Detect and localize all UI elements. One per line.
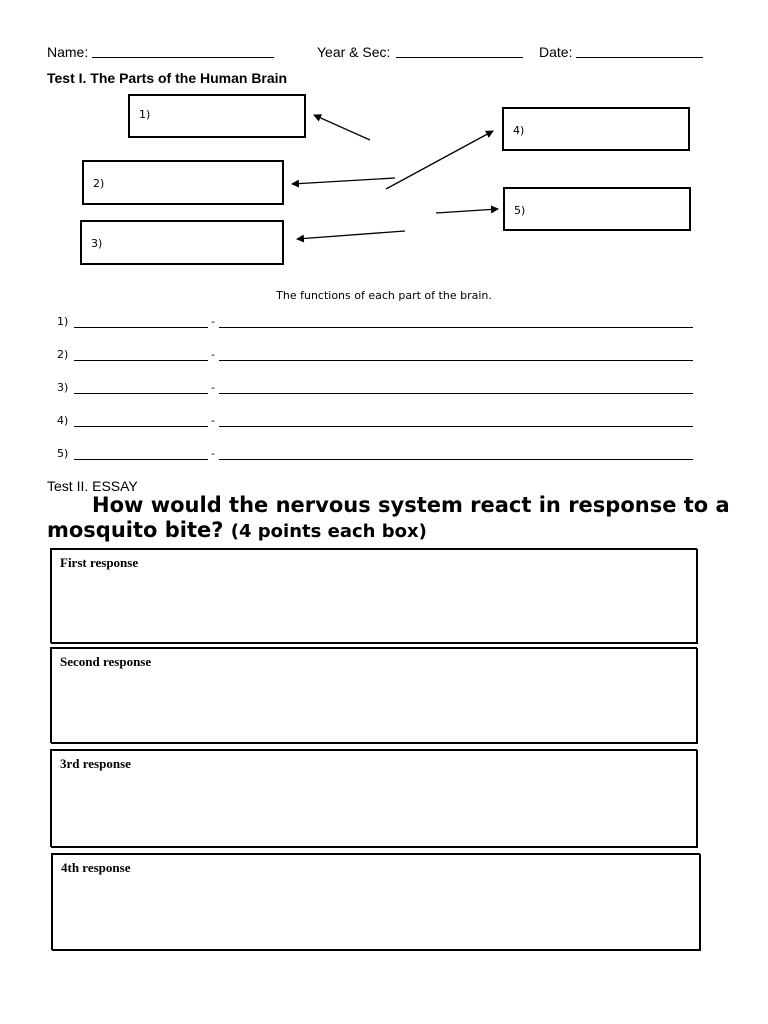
question-text: How would the nervous system react in response to a mosquito bite? bbox=[47, 493, 730, 542]
arrow-to-box-3 bbox=[297, 231, 405, 239]
function-blank[interactable] bbox=[219, 327, 693, 328]
brain-part-number: 3) bbox=[91, 237, 103, 250]
response-box-label: 4th response bbox=[61, 860, 131, 875]
row-number: 2) bbox=[57, 348, 69, 361]
row-number: 3) bbox=[57, 381, 69, 394]
function-blank[interactable] bbox=[219, 459, 693, 460]
function-row-2 bbox=[57, 348, 697, 366]
arrow-to-box-1 bbox=[314, 115, 370, 140]
row-separator: - bbox=[211, 348, 215, 361]
brain-part-number: 5) bbox=[514, 204, 526, 217]
function-row-4 bbox=[57, 414, 697, 432]
arrow-to-box-5 bbox=[436, 209, 498, 213]
brain-part-number: 2) bbox=[93, 177, 105, 190]
part-name-blank[interactable] bbox=[74, 426, 208, 427]
function-row-5 bbox=[57, 447, 697, 465]
arrow-to-box-2 bbox=[292, 178, 395, 184]
response-box-label: 3rd response bbox=[60, 756, 131, 771]
row-number: 1) bbox=[57, 315, 69, 328]
part-name-blank[interactable] bbox=[74, 360, 208, 361]
part-name-blank[interactable] bbox=[74, 327, 208, 328]
function-blank[interactable] bbox=[219, 360, 693, 361]
arrow-to-box-4 bbox=[386, 131, 493, 189]
row-number: 4) bbox=[57, 414, 69, 427]
row-separator: - bbox=[211, 315, 215, 328]
response-box-label: Second response bbox=[60, 654, 152, 669]
response-box-2[interactable] bbox=[50, 647, 697, 743]
row-number: 5) bbox=[57, 447, 69, 460]
response-box-4[interactable] bbox=[51, 853, 700, 950]
brain-part-number: 4) bbox=[513, 124, 525, 137]
response-box-label: First response bbox=[60, 555, 139, 570]
function-row-1 bbox=[57, 315, 697, 333]
function-blank[interactable] bbox=[219, 393, 693, 394]
brain-part-number: 1) bbox=[139, 108, 151, 121]
points-note: (4 points each box) bbox=[230, 521, 427, 542]
row-separator: - bbox=[211, 447, 215, 460]
row-separator: - bbox=[211, 414, 215, 427]
year-sec-label: Year & Sec: bbox=[317, 44, 391, 60]
date-label: Date: bbox=[539, 44, 573, 60]
name-label: Name: bbox=[47, 44, 89, 60]
essay-question bbox=[47, 493, 747, 544]
row-separator: - bbox=[211, 381, 215, 394]
part-name-blank[interactable] bbox=[74, 459, 208, 460]
test2-title: Test II. ESSAY bbox=[47, 478, 138, 494]
response-box-3[interactable] bbox=[50, 749, 697, 847]
functions-caption: The functions of each part of the brain. bbox=[276, 289, 492, 302]
function-row-3 bbox=[57, 381, 697, 399]
pointer-arrows bbox=[0, 0, 768, 300]
part-name-blank[interactable] bbox=[74, 393, 208, 394]
function-blank[interactable] bbox=[219, 426, 693, 427]
test1-title: Test I. The Parts of the Human Brain bbox=[47, 70, 288, 86]
response-box-1[interactable] bbox=[50, 548, 697, 643]
